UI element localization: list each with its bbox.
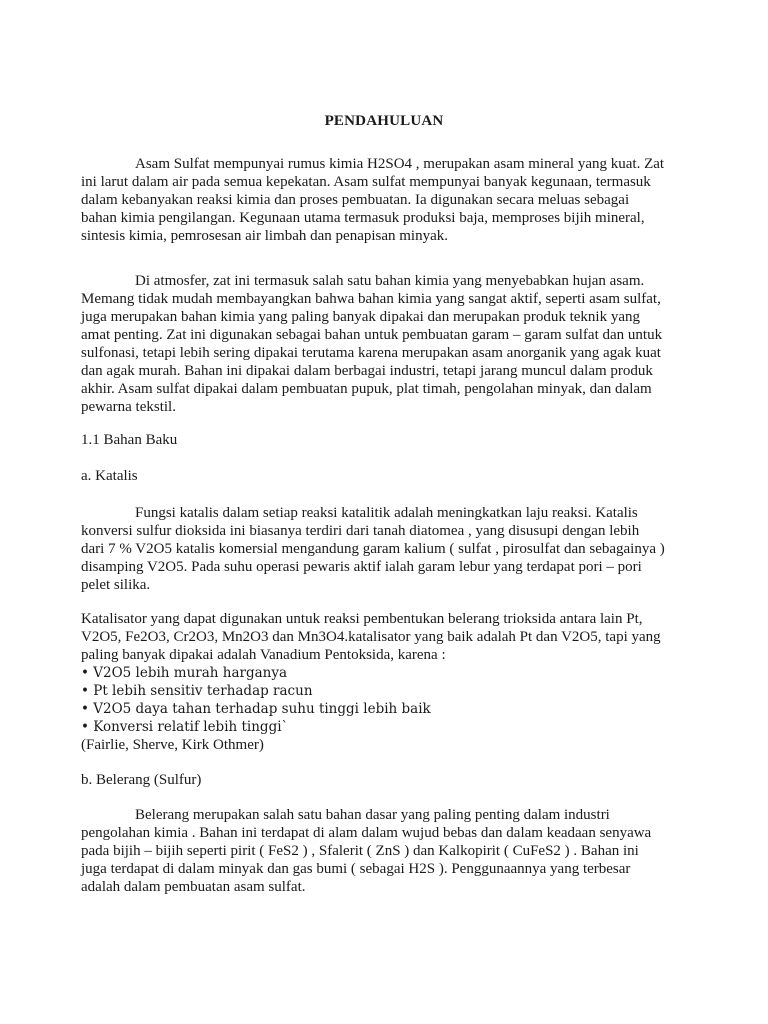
paragraph-line: amat penting. Zat ini digunakan sebagai bahan untuk pembuatan garam – garam sulfat dan untuk: [81, 327, 663, 343]
paragraph-line: Memang tidak mudah membayangkan bahwa bahan kimia yang sangat aktif, seperti asam sulfat,: [81, 291, 661, 307]
paragraph-katalisator: [81, 610, 689, 754]
paragraph-line: Katalisator yang dapat digunakan untuk reaksi pembentukan belerang trioksida antara lain Pt,: [81, 611, 643, 627]
paragraph-line: paling banyak dipakai adalah Vanadium Pentoksida, karena :: [81, 647, 446, 663]
paragraph-line: juga terdapat di dalam minyak dan gas bumi ( sebagai H2S ). Penggunaannya yang terbesar: [81, 861, 631, 877]
bullet-item: • V2O5 daya tahan terhadap suhu tinggi lebih baik: [81, 701, 431, 717]
paragraph-line: dan agak murah. Bahan ini dipakai dalam berbagai industri, tetapi jarang muncul dalam produk: [81, 363, 653, 379]
paragraph-katalis: [81, 504, 689, 594]
subheading-katalis: a. Katalis: [81, 468, 138, 484]
paragraph-line: sintesis kimia, pemrosesan air limbah dan penapisan minyak.: [81, 228, 449, 244]
paragraph-line: adalah dalam pembuatan asam sulfat.: [81, 879, 306, 895]
paragraph-line: sulfonasi, tetapi lebih sering dipakai terutama karena merupakan asam anorganik yang agak kuat: [81, 345, 661, 361]
bullet-item: • Pt lebih sensitiv terhadap racun: [81, 683, 313, 699]
paragraph-line: dari 7 % V2O5 katalis komersial mengandung garam kalium ( sulfat , pirosulfat dan sebagainya ): [81, 541, 665, 557]
paragraph-line: ini larut dalam air pada semua kepekatan. Asam sulfat mempunyai banyak kegunaan, termasuk: [81, 174, 651, 190]
paragraph-line: Belerang merupakan salah satu bahan dasar yang paling penting dalam industri: [135, 807, 610, 823]
paragraph-line: pengolahan kimia . Bahan ini terdapat di alam dalam wujud bebas dan dalam keadaan senyawa: [81, 825, 652, 841]
paragraph-line: Di atmosfer, zat ini termasuk salah satu bahan kimia yang menyebabkan hujan asam.: [135, 273, 645, 289]
paragraph-line: pada bijih – bijih seperti pirit ( FeS2 ) , Sfalerit ( ZnS ) dan Kalkopirit ( CuFeS2 ) . Bahan ini: [81, 843, 639, 859]
paragraph-line: juga merupakan bahan kimia yang paling banyak dipakai dan merupakan produk teknik yang: [81, 309, 640, 325]
paragraph-line: disamping V2O5. Pada suhu operasi pewaris aktif ialah garam lebur yang terdapat pori – pori: [81, 559, 642, 575]
citation: (Fairlie, Sherve, Kirk Othmer): [81, 737, 264, 753]
paragraph-belerang: [81, 806, 689, 896]
paragraph-line: akhir. Asam sulfat dipakai dalam pembuatan pupuk, plat timah, pengolahan minyak, dan dalam: [81, 381, 652, 397]
paragraph-line: dalam kebanyakan reaksi kimia dan proses pembuatan. Ia digunakan secara meluas sebagai: [81, 192, 630, 208]
paragraph-line: pelet silika.: [81, 577, 151, 593]
bullet-item: • Konversi relatif lebih tinggi`: [81, 719, 289, 735]
bullet-item: • V2O5 lebih murah harganya: [81, 665, 288, 681]
paragraph-line: bahan kimia pengilangan. Kegunaan utama termasuk produksi baja, memproses bijih mineral,: [81, 210, 645, 226]
subheading-belerang: b. Belerang (Sulfur): [81, 772, 202, 788]
paragraph-line: Asam Sulfat mempunyai rumus kimia H2SO4 , merupakan asam mineral yang kuat. Zat: [135, 156, 665, 172]
paragraph-intro: [81, 155, 689, 245]
page-title: PENDAHULUAN: [324, 113, 444, 129]
paragraph-line: Fungsi katalis dalam setiap reaksi katalitik adalah meningkatkan laju reaksi. Katalis: [135, 505, 638, 521]
paragraph-atmosphere: [81, 272, 689, 416]
paragraph-line: pewarna tekstil.: [81, 399, 176, 415]
paragraph-line: konversi sulfur dioksida ini biasanya terdiri dari tanah diatomea , yang disusupi dengan lebih: [81, 523, 640, 539]
section-heading: 1.1 Bahan Baku: [81, 432, 178, 448]
paragraph-line: V2O5, Fe2O3, Cr2O3, Mn2O3 dan Mn3O4.katalisator yang baik adalah Pt dan V2O5, tapi yang: [81, 629, 661, 645]
